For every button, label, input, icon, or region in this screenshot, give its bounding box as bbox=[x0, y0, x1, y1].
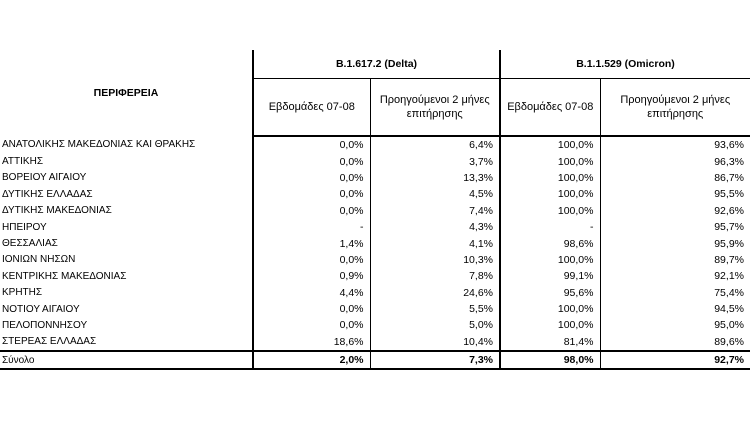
delta-weeks-value: 0,0% bbox=[253, 252, 370, 268]
total-omicron-weeks: 98,0% bbox=[500, 351, 600, 369]
omicron-weeks-value: 100,0% bbox=[500, 301, 600, 317]
variants-by-region-table bbox=[0, 50, 750, 370]
total-label: Σύνολο bbox=[0, 351, 253, 369]
omicron-prev-value: 92,6% bbox=[600, 203, 750, 219]
delta-prev-value: 24,6% bbox=[370, 285, 500, 301]
region-name: ΣΤΕΡΕΑΣ ΕΛΛΑΔΑΣ bbox=[2, 336, 97, 348]
table-row bbox=[0, 252, 750, 268]
table-row bbox=[0, 170, 750, 186]
delta-prev-value: 4,1% bbox=[370, 235, 500, 251]
delta-weeks-value: 0,0% bbox=[253, 301, 370, 317]
region-name: ΔΥΤΙΚΗΣ ΕΛΛΑΔΑΣ bbox=[2, 188, 93, 200]
table-row bbox=[0, 153, 750, 169]
omicron-weeks-value: 100,0% bbox=[500, 170, 600, 186]
omicron-variant-header: B.1.1.529 (Omicron) bbox=[500, 50, 750, 79]
region-column-header: ΠΕΡΙΦΕΡΕΙΑ bbox=[93, 87, 159, 99]
table-row bbox=[0, 136, 750, 153]
delta-prev-value: 5,5% bbox=[370, 301, 500, 317]
table-body bbox=[0, 136, 750, 351]
omicron-weeks-value: 100,0% bbox=[500, 186, 600, 202]
delta-weeks-value: 0,0% bbox=[253, 153, 370, 169]
region-name: ΝΟΤΙΟΥ ΑΙΓΑΙΟΥ bbox=[2, 303, 80, 315]
region-name: ΙΟΝΙΩΝ ΝΗΣΩΝ bbox=[2, 254, 76, 266]
delta-weeks-value: 0,0% bbox=[253, 203, 370, 219]
omicron-prev-value: 89,7% bbox=[600, 252, 750, 268]
region-name: ΑΝΑΤΟΛΙΚΗΣ ΜΑΚΕΔΟΝΙΑΣ ΚΑΙ ΘΡΑΚΗΣ bbox=[2, 139, 196, 151]
delta-weeks-value: 4,4% bbox=[253, 285, 370, 301]
table-row bbox=[0, 317, 750, 333]
omicron-prev-value: 75,4% bbox=[600, 285, 750, 301]
total-omicron-prev: 92,7% bbox=[600, 351, 750, 369]
region-name: ΚΕΝΤΡΙΚΗΣ ΜΑΚΕΔΟΝΙΑΣ bbox=[2, 270, 127, 282]
delta-weeks-value: 0,0% bbox=[253, 317, 370, 333]
region-name: ΒΟΡΕΙΟΥ ΑΙΓΑΙΟΥ bbox=[2, 172, 87, 184]
delta-weeks-header: Εβδομάδες 07-08 bbox=[253, 79, 370, 137]
omicron-weeks-value: 95,6% bbox=[500, 285, 600, 301]
omicron-prev-value: 95,5% bbox=[600, 186, 750, 202]
delta-weeks-value: 1,4% bbox=[253, 235, 370, 251]
delta-prev-months-header: Προηγούμενοι 2 μήνες επιτήρησης bbox=[370, 79, 500, 137]
region-name: ΘΕΣΣΑΛΙΑΣ bbox=[2, 238, 58, 250]
omicron-weeks-value: 99,1% bbox=[500, 268, 600, 284]
table-row bbox=[0, 219, 750, 235]
omicron-prev-value: 89,6% bbox=[600, 334, 750, 351]
omicron-prev-value: 92,1% bbox=[600, 268, 750, 284]
omicron-weeks-value: 100,0% bbox=[500, 317, 600, 333]
delta-weeks-value: 0,9% bbox=[253, 268, 370, 284]
delta-prev-value: 10,3% bbox=[370, 252, 500, 268]
table-row bbox=[0, 203, 750, 219]
cropped-footnote-text bbox=[0, 368, 500, 374]
omicron-prev-value: 86,7% bbox=[600, 170, 750, 186]
omicron-prev-value: 96,3% bbox=[600, 153, 750, 169]
total-delta-weeks: 2,0% bbox=[253, 351, 370, 369]
table-row bbox=[0, 301, 750, 317]
omicron-prev-value: 95,7% bbox=[600, 219, 750, 235]
delta-prev-value: 3,7% bbox=[370, 153, 500, 169]
delta-prev-value: 13,3% bbox=[370, 170, 500, 186]
table-row bbox=[0, 235, 750, 251]
omicron-prev-months-header: Προηγούμενοι 2 μήνες επιτήρησης bbox=[600, 79, 750, 137]
omicron-weeks-value: - bbox=[500, 219, 600, 235]
omicron-weeks-value: 81,4% bbox=[500, 334, 600, 351]
delta-weeks-value: 0,0% bbox=[253, 136, 370, 153]
total-row bbox=[0, 351, 750, 369]
omicron-prev-value: 93,6% bbox=[600, 136, 750, 153]
delta-weeks-value: 0,0% bbox=[253, 186, 370, 202]
delta-variant-header: B.1.617.2 (Delta) bbox=[253, 50, 500, 79]
delta-prev-value: 7,8% bbox=[370, 268, 500, 284]
delta-prev-value: 4,3% bbox=[370, 219, 500, 235]
region-name: ΚΡΗΤΗΣ bbox=[2, 287, 43, 299]
delta-prev-value: 5,0% bbox=[370, 317, 500, 333]
omicron-prev-value: 94,5% bbox=[600, 301, 750, 317]
omicron-weeks-value: 100,0% bbox=[500, 153, 600, 169]
table-row bbox=[0, 285, 750, 301]
omicron-prev-value: 95,9% bbox=[600, 235, 750, 251]
table-row bbox=[0, 186, 750, 202]
delta-weeks-value: 0,0% bbox=[253, 170, 370, 186]
table-row bbox=[0, 334, 750, 351]
omicron-weeks-value: 100,0% bbox=[500, 252, 600, 268]
region-name: ΑΤΤΙΚΗΣ bbox=[2, 156, 43, 168]
omicron-weeks-value: 100,0% bbox=[500, 136, 600, 153]
region-name: ΔΥΤΙΚΗΣ ΜΑΚΕΔΟΝΙΑΣ bbox=[2, 205, 112, 217]
omicron-weeks-value: 100,0% bbox=[500, 203, 600, 219]
omicron-weeks-value: 98,6% bbox=[500, 235, 600, 251]
delta-weeks-value: - bbox=[253, 219, 370, 235]
delta-prev-value: 6,4% bbox=[370, 136, 500, 153]
variants-table-container bbox=[0, 50, 750, 370]
delta-prev-value: 10,4% bbox=[370, 334, 500, 351]
delta-prev-value: 7,4% bbox=[370, 203, 500, 219]
omicron-prev-value: 95,0% bbox=[600, 317, 750, 333]
table-row bbox=[0, 268, 750, 284]
delta-prev-value: 4,5% bbox=[370, 186, 500, 202]
region-name: ΗΠΕΙΡΟΥ bbox=[2, 221, 47, 233]
omicron-weeks-header: Εβδομάδες 07-08 bbox=[500, 79, 600, 137]
delta-weeks-value: 18,6% bbox=[253, 334, 370, 351]
total-delta-prev: 7,3% bbox=[370, 351, 500, 369]
region-name: ΠΕΛΟΠΟΝΝΗΣΟΥ bbox=[2, 319, 88, 331]
